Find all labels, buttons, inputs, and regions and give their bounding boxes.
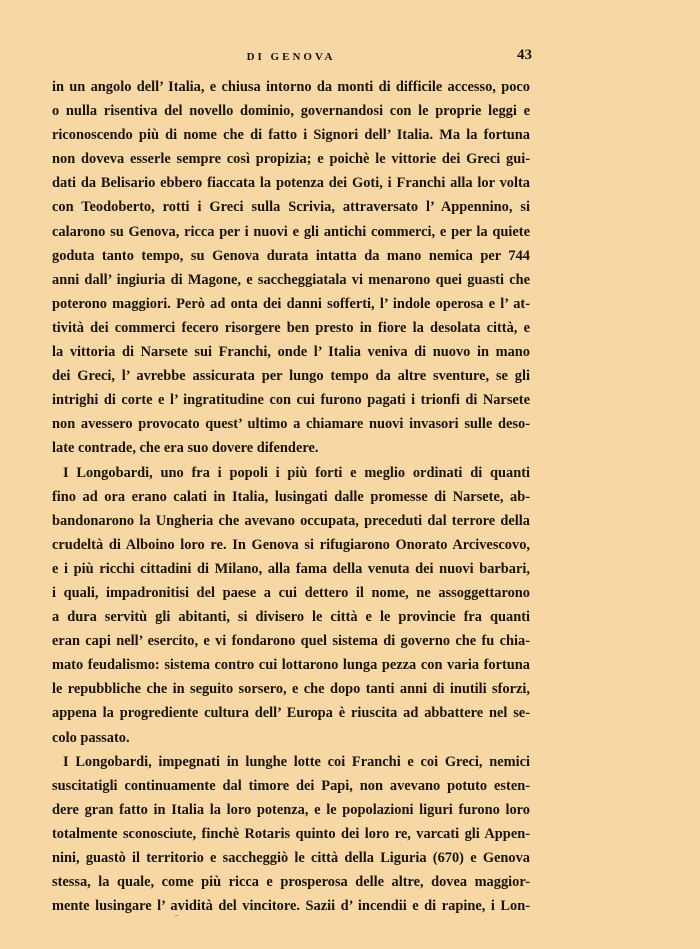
text-line: mente lusingare l’ avidità del vincitore. Sazii d’ incendii e di rapine, i Lon- [52,898,530,915]
text-line: bandonarono la Ungheria che avevano occupata, preceduti dal terrore della [52,512,530,529]
text-line: i quali, impadronitisi del paese a cui dettero il nome, ne assoggettarono [52,584,530,601]
text-line: dei Greci, l’ avrebbe assicurata per lungo tempo da altre sventure, se gli [52,368,530,385]
text-line: in un angolo dell’ Italia, e chiusa intorno da monti di difficile accesso, poco [52,79,530,95]
text-line: colo passato. [52,729,130,746]
paper-speck [175,915,178,916]
page-number: 43 [517,47,532,63]
text-line: nini, guastò il territorio e saccheggiò le città della Liguria (670) e Genova [52,850,530,866]
text-line: tività dei commerci fecero risorgere ben presto in fiore la desolata città, e [52,319,530,336]
body-text [52,75,530,918]
running-head [52,49,530,67]
text-line: intrighi di corte e l’ ingratitudine con cui furono pagati i trionfi di Narsete [52,392,530,409]
text-line: le repubbliche che in seguito sorsero, e che dopo tanti anni di inutili sforzi, [52,681,530,698]
text-line: dati da Belisario ebbero fiaccata la potenza dei Goti, i Franchi alla lor volta [52,175,530,192]
text-line: mato feudalismo: sistema contro cui lottarono lunga pezza con varia fortuna [52,657,530,674]
text-line: calarono su Genova, ricca per i nuovi e gli antichi commerci, e per la quiete [52,223,530,240]
text-line: e i più ricchi cittadini di Milano, alla fama della venuta dei nuovi barbari, [52,560,530,577]
text-line: non doveva esserle sempre così propizia; e poichè le vittorie dei Greci gui- [52,151,530,168]
text-line: fino ad ora erano calati in Italia, lusingati dalle promesse di Narsete, ab- [52,488,530,505]
text-line: dere gran fatto in Italia la loro potenza, e le popolazioni liguri furono loro [52,801,530,818]
running-title: DI GENOVA [246,51,336,63]
text-line: poterono maggiori. Però ad onta dei danni sofferti, l’ indole operosa e l’ at- [52,295,530,312]
text-line: goduta tanto tempo, su Genova durata intatta da mano nemica per 744 [52,247,530,264]
text-line: appena la progrediente cultura dell’ Europa è riuscita ad abbattere nel se- [52,705,530,722]
text-line: late contrade, che era suo dovere difendere. [52,440,319,457]
text-line: crudeltà di Alboino loro re. In Genova si rifugiarono Onorato Arcivescovo, [52,536,530,553]
text-line: con Teodoberto, rotti i Greci sulla Scrivia, attraversato l’ Appennino, si [52,199,530,216]
text-line: totalmente sconosciute, finchè Rotaris quinto dei loro re, varcati gli Appen- [52,825,530,842]
text-line: o nulla risentiva del novello dominio, governandosi con le proprie leggi e [52,103,530,120]
text-line: riconoscendo più di nome che di fatto i Signori dell’ Italia. Ma la fortuna [52,127,530,144]
text-line: I Longobardi, impegnati in lunghe lotte coi Franchi e coi Greci, nemici [63,753,530,770]
text-line: anni dall’ ingiuria di Magone, e saccheggiatala vi menarono quei guasti che [52,271,530,288]
text-line: stessa, la quale, come più ricca e prosperosa delle altre, dovea maggior- [52,874,530,891]
text-line: I Longobardi, uno fra i popoli i più forti e meglio ordinati di quanti [63,464,530,481]
text-line: eran capi nell’ esercito, e vi fondarono quel sistema di governo che fu chia- [52,633,530,650]
text-line: non avessero provocato quest’ ultimo a chiamare nuovi invasori sulle deso- [52,416,530,433]
text-line: la vittoria di Narsete sui Franchi, onde l’ Italia veniva di nuovo in mano [52,344,530,361]
text-line: a dura servitù gli abitanti, si divisero le città e le provincie fra quanti [52,609,530,626]
text-line: suscitatigli continuamente dal timore dei Papi, non avevano potuto esten- [52,777,530,794]
